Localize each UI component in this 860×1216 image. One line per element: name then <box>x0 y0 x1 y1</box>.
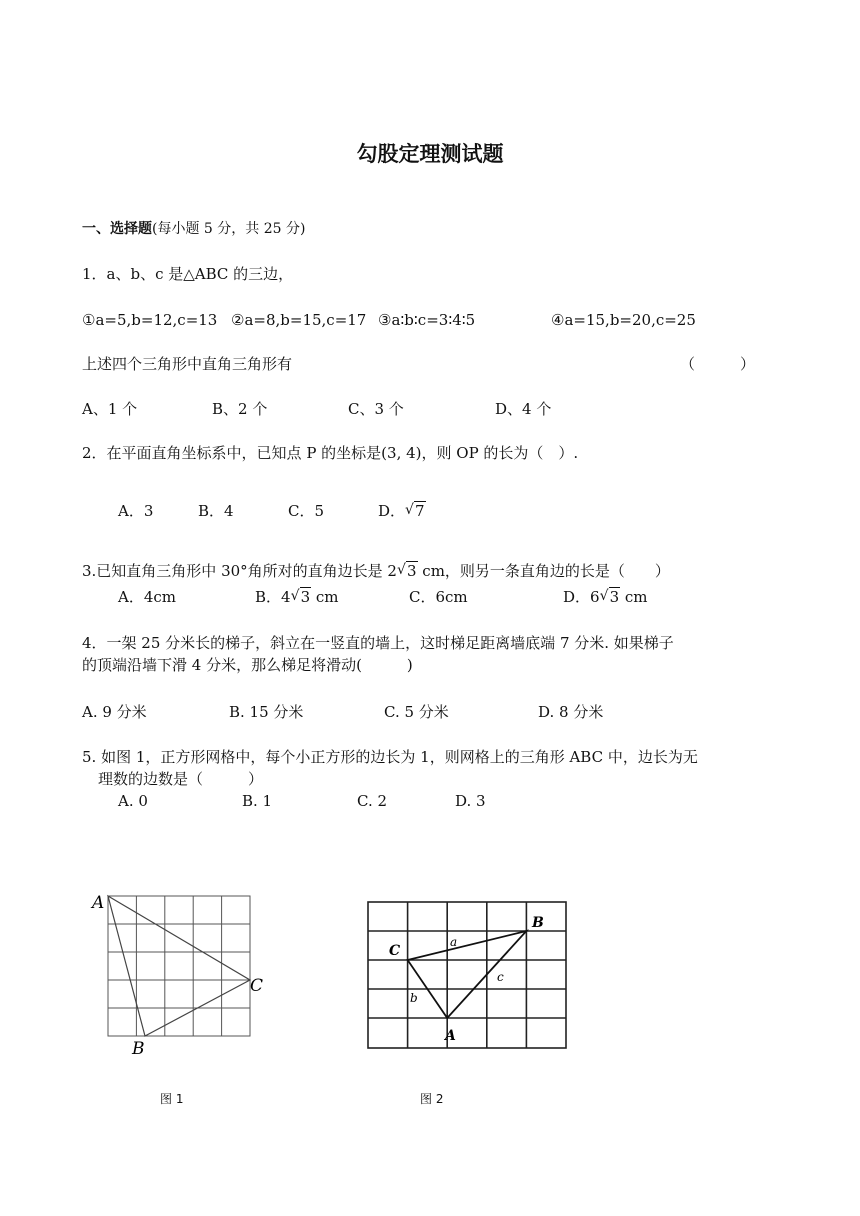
figure-1-grid <box>88 888 268 1058</box>
q4-line2: 的顶端沿墙下滑 4 分米，那么梯足将滑动( ) <box>82 656 413 674</box>
q1-condition-1: ①a=5,b=12,c=13 <box>82 311 218 329</box>
q1-stem: 1．a、b、c 是△ABC 的三边， <box>82 265 294 283</box>
triangle-abc <box>408 931 527 1018</box>
side-label-b: b <box>410 991 418 1005</box>
q4-option-d: D. 8 分米 <box>538 703 604 721</box>
q1-condition-4: ④a=15,b=20,c=25 <box>551 311 696 329</box>
q4-line1: 4．一架 25 分米长的梯子，斜立在一竖直的墙上，这时梯足距离墙底端 7 分米. 如果梯子 <box>82 634 674 652</box>
q3-option-b-pre: B．4 <box>255 588 291 606</box>
q1-option-b: B、2 个 <box>212 400 268 418</box>
figure-1-caption: 图 1 <box>160 1092 184 1106</box>
q4-option-a: A. 9 分米 <box>82 703 147 721</box>
q5-option-d: D. 3 <box>455 792 486 810</box>
triangle-abc <box>108 896 250 1036</box>
vertex-label-c: C <box>389 943 401 959</box>
q3-option-b-radicand: 3 <box>300 588 311 606</box>
vertex-label-a: A <box>445 1028 456 1044</box>
q3-option-c: C．6cm <box>409 588 468 606</box>
q3-option-d <box>563 588 648 606</box>
section-heading <box>82 220 305 238</box>
sqrt-symbol <box>291 588 312 606</box>
figure-2-caption: 图 2 <box>420 1092 444 1106</box>
q1-answer-paren: （ ） <box>680 355 756 373</box>
q1-option-d: D、4 个 <box>495 400 552 418</box>
q3-option-d-pre: D．6 <box>563 588 600 606</box>
q3-option-d-post: cm <box>620 588 648 606</box>
side-label-c: c <box>497 970 504 984</box>
q3-option-d-radicand: 3 <box>609 588 620 606</box>
q2-stem: 2．在平面直角坐标系中，已知点 P 的坐标是(3, 4)，则 OP 的长为（ ）. <box>82 444 579 462</box>
q2-option-d <box>378 502 426 520</box>
vertex-label-b: B <box>132 1039 145 1059</box>
sqrt-symbol <box>397 562 418 580</box>
q3-stem <box>82 562 670 580</box>
side-label-a: a <box>450 935 458 949</box>
q5-line2: 理数的边数是（ ） <box>98 770 264 788</box>
q1-question: 上述四个三角形中直角三角形有 <box>82 355 293 373</box>
q2-option-a: A．3 <box>118 502 154 520</box>
section-heading-note: (每小题 5 分，共 25 分) <box>152 221 306 237</box>
q3-option-a: A．4cm <box>118 588 177 606</box>
page-title: 勾股定理测试题 <box>356 142 504 166</box>
q1-condition-3: ③a∶b∶c=3∶4∶5 <box>378 311 476 329</box>
q2-option-c: C．5 <box>288 502 325 520</box>
section-heading-label: 一、选择题 <box>82 221 152 237</box>
q3-option-b-post: cm <box>311 588 339 606</box>
q3-option-b <box>255 588 339 606</box>
q5-option-b: B. 1 <box>242 792 273 810</box>
q5-line1: 5. 如图 1，正方形网格中，每个小正方形的边长为 1，则网格上的三角形 ABC 中，边长为无 <box>82 748 698 766</box>
q1-condition-2: ②a=8,b=15,c=17 <box>231 311 367 329</box>
q3-stem-radicand: 3 <box>406 562 417 580</box>
q4-option-c: C. 5 分米 <box>384 703 449 721</box>
q3-stem-part2: cm，则另一条直角边的长是（ ） <box>417 562 670 580</box>
q1-option-c: C、3 个 <box>348 400 404 418</box>
q2-option-d-label: D． <box>378 502 406 520</box>
figure-2-grid <box>362 898 572 1058</box>
q4-option-b: B. 15 分米 <box>229 703 304 721</box>
q2-radicand: 7 <box>415 502 425 520</box>
vertex-label-b: B <box>532 915 544 931</box>
q1-option-a: A、1 个 <box>82 400 138 418</box>
q2-option-b: B．4 <box>198 502 234 520</box>
grid-lines <box>108 896 250 1036</box>
q3-stem-part1: 3.已知直角三角形中 30°角所对的直角边长是 2 <box>82 562 397 580</box>
q5-option-a: A. 0 <box>118 792 148 810</box>
sqrt-symbol <box>600 588 621 606</box>
vertex-label-c: C <box>250 976 264 996</box>
sqrt-symbol <box>405 502 426 520</box>
vertex-label-a: A <box>92 893 105 913</box>
q5-option-c: C. 2 <box>357 792 388 810</box>
